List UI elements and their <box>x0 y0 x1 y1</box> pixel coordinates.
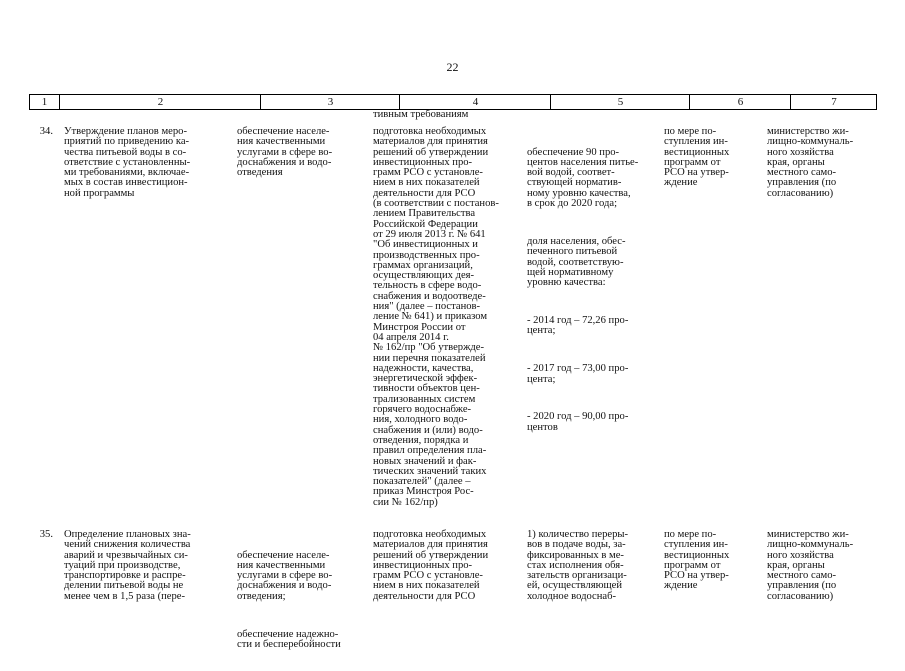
indicator-paragraph: - 2014 год – 72,26 про- цента; <box>527 315 629 337</box>
indicators-cell: 1) количество переры- вов в подаче воды, за- фиксированных в ме- стах исполнения обя- зательств организаци- ей, осуществляющей холодное водоснаб- <box>527 529 629 602</box>
indicator-paragraph: - 2020 год – 90,00 про- центов <box>527 411 629 433</box>
goal-cell: обеспечение населе- ния качественными услугами в сфере во- доснабжения и водо- отведения <box>237 126 333 179</box>
row-number: 35. <box>39 529 53 540</box>
indicator-paragraph: - 2017 год – 73,00 про- цента; <box>527 363 629 385</box>
measure-cell: Определение плановых зна- чений снижения количества аварий и чрезвычайных си- туаций при производстве, транспортировке и распре- делении питьевой воды не менее чем в 1,5 раза (пере- <box>64 529 191 602</box>
header-cell-6: 6 <box>689 95 791 109</box>
goal-paragraph: обеспечение надежно- сти и бесперебойности <box>237 628 341 650</box>
header-cell-5: 5 <box>550 95 690 109</box>
row-number: 34. <box>39 126 53 137</box>
indicator-paragraph: доля населения, обес- печенного питьевой водой, соответствую- щей нормативному уровню качества: <box>527 235 626 289</box>
actions-cell: подготовка необходимых материалов для принятия решений об утверждении инвестиционных про- грамм РСО с установле- нием в них показателей деятельности для РСО <box>373 529 489 602</box>
continuation-text: тивным требованиям <box>373 109 469 120</box>
responsible-cell: министерство жи- лищно-коммуналь- ного хозяйства края, органы местного само- управления (по согласованию) <box>767 529 854 602</box>
header-cell-7: 7 <box>790 95 877 109</box>
goal-cell <box>237 530 341 671</box>
table-header-row <box>29 94 877 110</box>
header-cell-1: 1 <box>41 96 48 108</box>
indicator-paragraph: обеспечение 90 про- центов населения питье- вой водой, соответ- ствующей норматив- ному уровню качества, в срок до 2020 года; <box>527 146 639 210</box>
deadline-cell: по мере по- ступления ин- вестиционных программ от РСО на утвер- ждение <box>664 529 730 592</box>
header-cell-3: 3 <box>260 95 400 109</box>
actions-cell: подготовка необходимых материалов для принятия решений об утверждении инвестиционных про- грамм РСО с установле- нием в них показателей деятельности для РСО (в соответствии с постанов- лением Правительства Российской Федерации от 29 июля 2013 г. № 641 "Об инвестиционных и производственных про- граммах организаций, осуществляющих дея- тельность в сфере водо- снабжения и водоотведе- ния" (далее – постанов- ление № 641) и приказом Минстроя России от 04 апреля 2014 г. № 162/пр "Об утвержде- нии перечня показателей надежности, качества, энергетической эффек- тивности объектов цен- трализованных систем горячего водоснабже- ния, холодного водо- снабжения и (или) водо- отведения, порядка и правил определения пла- новых значений и фак- тических значений таких показателей" (далее – приказ Минстроя Рос- сии № 162/пр) <box>373 126 499 508</box>
goal-paragraph: обеспечение населе- ния качественными услугами в сфере во- доснабжения и водо- отведения; <box>237 549 333 602</box>
measure-cell: Утверждение планов меро- приятий по приведению ка- чества питьевой воды в со- ответствие с установленны- ми требованиями, включае- мых в состав инвестицион- ной программы <box>64 126 191 199</box>
header-cell-4: 4 <box>399 95 551 109</box>
deadline-cell: по мере по- ступления ин- вестиционных программ от РСО на утвер- ждение <box>664 126 730 189</box>
responsible-cell: министерство жи- лищно-коммуналь- ного хозяйства края, органы местного само- управления (по согласованию) <box>767 126 854 199</box>
header-cell-2: 2 <box>59 95 261 109</box>
page-number: 22 <box>446 60 459 74</box>
indicators-cell <box>527 127 638 454</box>
